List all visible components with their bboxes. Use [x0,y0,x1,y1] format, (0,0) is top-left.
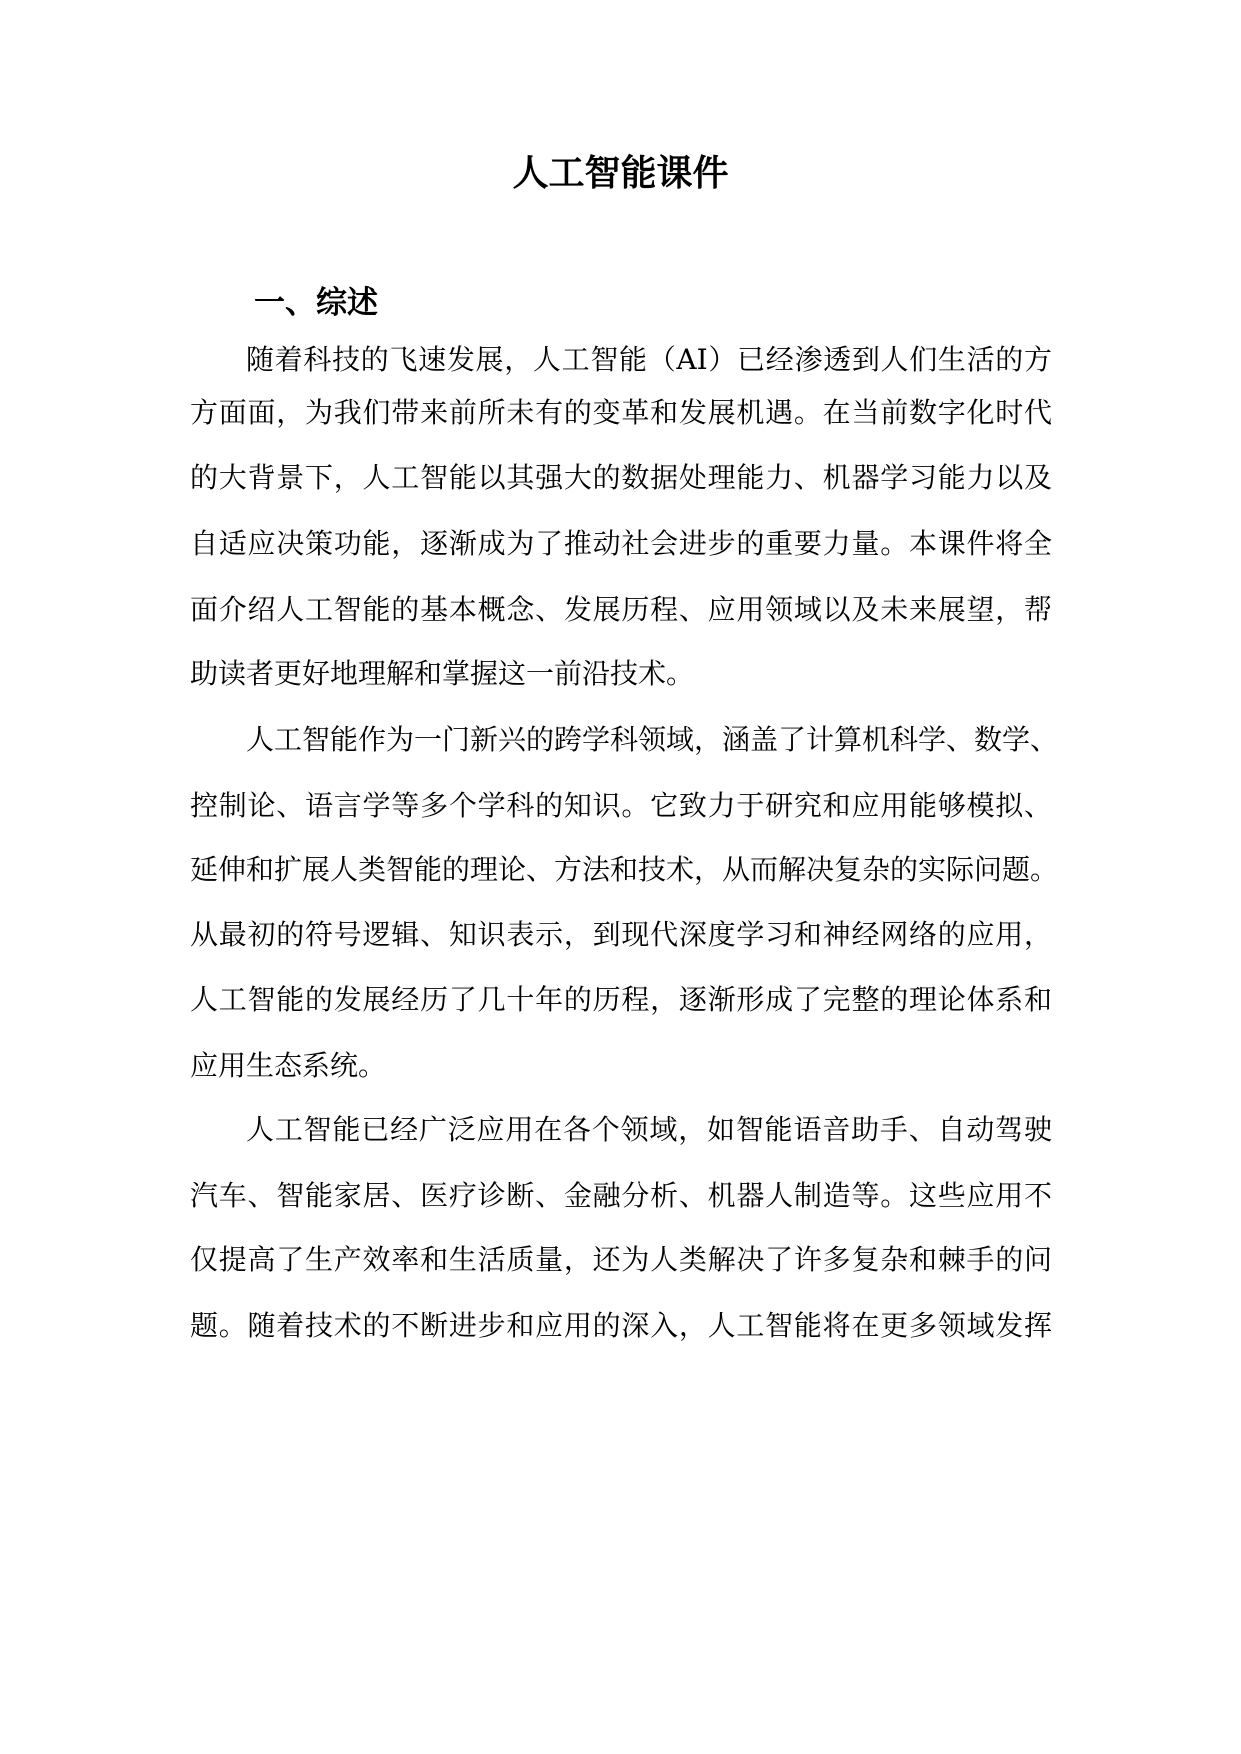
paragraph-line: 自适应决策功能，逐渐成为了推动社会进步的重要力量。本课件将全 [190,527,1052,560]
paragraph-line: 题。随着技术的不断进步和应用的深入，人工智能将在更多领域发挥 [190,1309,1052,1342]
paragraph-line: 控制论、语言学等多个学科的知识。它致力于研究和应用能够模拟、 [190,789,1052,822]
paragraph-line: 随着科技的飞速发展，人工智能（AI）已经渗透到人们生活的方 [246,343,1052,376]
document-title: 人工智能课件 [512,153,729,194]
paragraph-line: 仅提高了生产效率和生活质量，还为人类解决了许多复杂和棘手的问 [190,1243,1052,1276]
paragraph-line: 应用生态系统。 [190,1049,387,1082]
paragraph-line: 汽车、智能家居、医疗诊断、金融分析、机器人制造等。这些应用不 [190,1179,1052,1212]
paragraph-line: 延伸和扩展人类智能的理论、方法和技术，从而解决复杂的实际问题。 [190,853,1059,886]
paragraph-line: 人工智能已经广泛应用在各个领域，如智能语音助手、自动驾驶 [246,1113,1052,1146]
paragraph-line: 面介绍人工智能的基本概念、发展历程、应用领域以及未来展望，帮 [190,593,1052,626]
section-heading: 一、综述 [254,285,378,321]
paragraph-line: 人工智能的发展经历了几十年的历程，逐渐形成了完整的理论体系和 [190,983,1052,1016]
paragraph-line: 人工智能作为一门新兴的跨学科领域，涵盖了计算机科学、数学、 [246,723,1059,756]
paragraph-line: 方面面，为我们带来前所未有的变革和发展机遇。在当前数字化时代 [190,396,1052,429]
paragraph-line: 的大背景下，人工智能以其强大的数据处理能力、机器学习能力以及 [190,461,1052,494]
paragraph-line: 从最初的符号逻辑、知识表示，到现代深度学习和神经网络的应用， [190,918,1052,951]
paragraph-line: 助读者更好地理解和掌握这一前沿技术。 [190,657,695,690]
